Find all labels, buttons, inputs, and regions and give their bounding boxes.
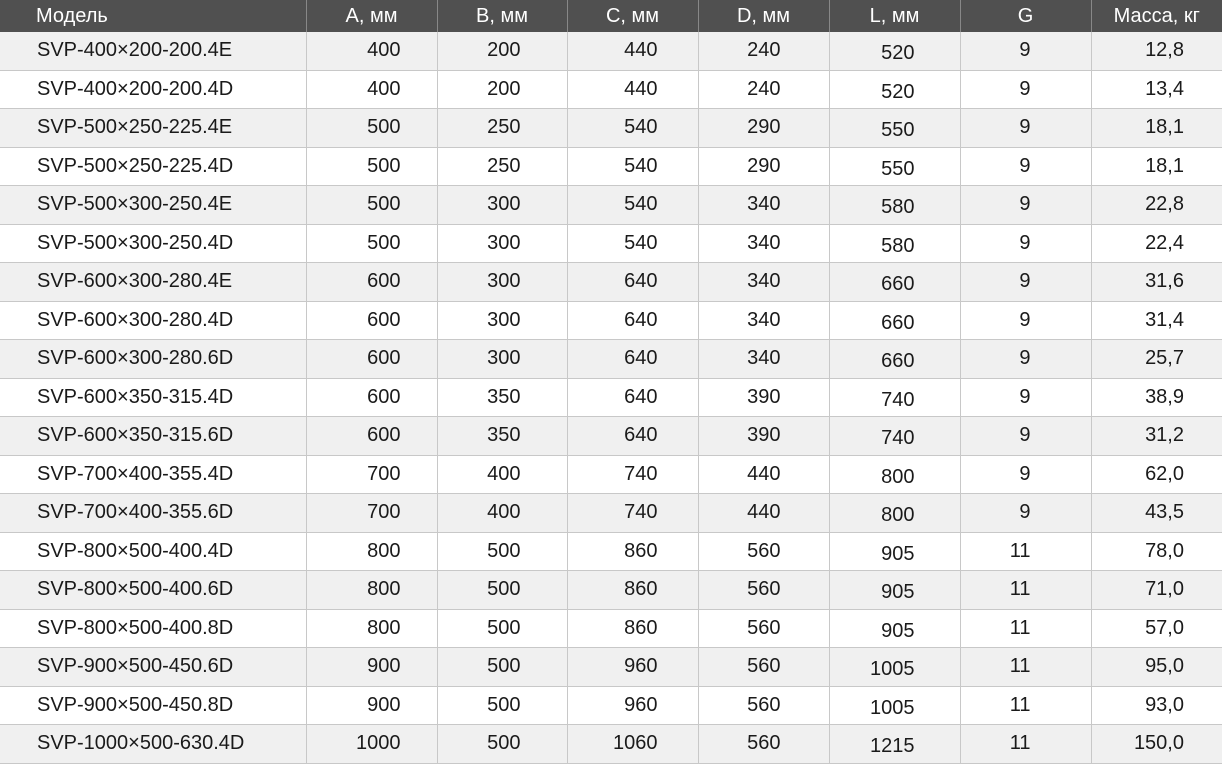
cell-l: 660 (829, 301, 960, 340)
cell-g: 9 (960, 224, 1091, 263)
cell-d: 560 (698, 609, 829, 648)
header-b: B, мм (437, 0, 567, 32)
cell-a: 600 (306, 378, 437, 417)
cell-a: 500 (306, 224, 437, 263)
cell-d: 240 (698, 32, 829, 70)
cell-a: 1000 (306, 725, 437, 764)
cell-l: 1215 (829, 725, 960, 764)
cell-c: 640 (567, 263, 698, 302)
cell-g: 11 (960, 532, 1091, 571)
table-row (0, 571, 1222, 610)
cell-b: 350 (437, 417, 567, 456)
cell-b: 500 (437, 532, 567, 571)
header-g: G (960, 0, 1091, 32)
cell-a: 900 (306, 648, 437, 687)
cell-c: 860 (567, 609, 698, 648)
cell-c: 540 (567, 109, 698, 148)
cell-c: 540 (567, 147, 698, 186)
cell-mass: 18,1 (1091, 109, 1222, 148)
table-row (0, 494, 1222, 533)
cell-d: 240 (698, 70, 829, 109)
cell-model: SVP-600×350-315.4D (0, 378, 306, 417)
cell-model: SVP-600×300-280.4E (0, 263, 306, 302)
cell-b: 500 (437, 725, 567, 764)
header-c: C, мм (567, 0, 698, 32)
table-body (0, 32, 1222, 763)
table-row (0, 340, 1222, 379)
cell-mass: 22,4 (1091, 224, 1222, 263)
cell-model: SVP-600×300-280.6D (0, 340, 306, 379)
cell-g: 9 (960, 147, 1091, 186)
cell-c: 440 (567, 32, 698, 70)
cell-model: SVP-400×200-200.4E (0, 32, 306, 70)
cell-mass: 31,6 (1091, 263, 1222, 302)
cell-d: 290 (698, 109, 829, 148)
cell-model: SVP-500×300-250.4D (0, 224, 306, 263)
cell-model: SVP-800×500-400.4D (0, 532, 306, 571)
cell-mass: 13,4 (1091, 70, 1222, 109)
cell-a: 600 (306, 417, 437, 456)
cell-d: 390 (698, 417, 829, 456)
cell-b: 500 (437, 686, 567, 725)
table-row (0, 455, 1222, 494)
cell-g: 9 (960, 263, 1091, 302)
cell-b: 500 (437, 648, 567, 687)
cell-model: SVP-800×500-400.8D (0, 609, 306, 648)
cell-l: 520 (829, 32, 960, 70)
cell-mass: 95,0 (1091, 648, 1222, 687)
table-row (0, 263, 1222, 302)
cell-mass: 57,0 (1091, 609, 1222, 648)
cell-model: SVP-700×400-355.6D (0, 494, 306, 533)
cell-d: 340 (698, 263, 829, 302)
cell-a: 500 (306, 186, 437, 225)
cell-l: 1005 (829, 648, 960, 687)
cell-mass: 18,1 (1091, 147, 1222, 186)
cell-l: 800 (829, 494, 960, 533)
cell-l: 550 (829, 147, 960, 186)
cell-l: 580 (829, 224, 960, 263)
cell-c: 440 (567, 70, 698, 109)
cell-d: 560 (698, 532, 829, 571)
cell-d: 560 (698, 686, 829, 725)
cell-mass: 93,0 (1091, 686, 1222, 725)
cell-g: 9 (960, 186, 1091, 225)
cell-mass: 31,4 (1091, 301, 1222, 340)
cell-model: SVP-600×300-280.4D (0, 301, 306, 340)
cell-b: 300 (437, 224, 567, 263)
cell-a: 500 (306, 147, 437, 186)
cell-l: 660 (829, 340, 960, 379)
cell-g: 11 (960, 725, 1091, 764)
cell-g: 9 (960, 32, 1091, 70)
cell-l: 905 (829, 532, 960, 571)
cell-mass: 43,5 (1091, 494, 1222, 533)
cell-d: 340 (698, 301, 829, 340)
cell-g: 11 (960, 686, 1091, 725)
cell-mass: 78,0 (1091, 532, 1222, 571)
cell-b: 300 (437, 340, 567, 379)
header-l: L, мм (829, 0, 960, 32)
header-mass: Масса, кг (1091, 0, 1222, 32)
table-row (0, 648, 1222, 687)
cell-model: SVP-800×500-400.6D (0, 571, 306, 610)
cell-l: 740 (829, 417, 960, 456)
cell-c: 960 (567, 686, 698, 725)
cell-a: 600 (306, 340, 437, 379)
header-a: A, мм (306, 0, 437, 32)
cell-model: SVP-700×400-355.4D (0, 455, 306, 494)
cell-mass: 25,7 (1091, 340, 1222, 379)
cell-mass: 62,0 (1091, 455, 1222, 494)
header-model: Модель (0, 0, 306, 32)
cell-b: 350 (437, 378, 567, 417)
cell-d: 340 (698, 224, 829, 263)
table-row (0, 686, 1222, 725)
table-row (0, 532, 1222, 571)
cell-c: 540 (567, 224, 698, 263)
cell-b: 250 (437, 147, 567, 186)
cell-d: 440 (698, 455, 829, 494)
cell-b: 200 (437, 70, 567, 109)
cell-l: 740 (829, 378, 960, 417)
table-row (0, 417, 1222, 456)
header-d: D, мм (698, 0, 829, 32)
cell-model: SVP-500×250-225.4D (0, 147, 306, 186)
cell-l: 905 (829, 609, 960, 648)
cell-g: 9 (960, 494, 1091, 533)
cell-d: 390 (698, 378, 829, 417)
cell-g: 9 (960, 378, 1091, 417)
cell-b: 500 (437, 571, 567, 610)
cell-b: 400 (437, 494, 567, 533)
cell-model: SVP-400×200-200.4D (0, 70, 306, 109)
cell-c: 860 (567, 532, 698, 571)
cell-c: 740 (567, 455, 698, 494)
cell-d: 440 (698, 494, 829, 533)
cell-d: 340 (698, 340, 829, 379)
cell-g: 11 (960, 571, 1091, 610)
cell-a: 700 (306, 455, 437, 494)
cell-g: 9 (960, 301, 1091, 340)
cell-c: 540 (567, 186, 698, 225)
table-row (0, 301, 1222, 340)
cell-a: 800 (306, 571, 437, 610)
cell-c: 740 (567, 494, 698, 533)
cell-d: 290 (698, 147, 829, 186)
cell-l: 580 (829, 186, 960, 225)
cell-c: 960 (567, 648, 698, 687)
cell-mass: 38,9 (1091, 378, 1222, 417)
cell-d: 340 (698, 186, 829, 225)
cell-a: 800 (306, 609, 437, 648)
cell-d: 560 (698, 648, 829, 687)
cell-c: 860 (567, 571, 698, 610)
cell-model: SVP-500×250-225.4E (0, 109, 306, 148)
table-row (0, 70, 1222, 109)
cell-model: SVP-600×350-315.6D (0, 417, 306, 456)
cell-c: 1060 (567, 725, 698, 764)
table-row (0, 224, 1222, 263)
cell-g: 9 (960, 417, 1091, 456)
cell-g: 9 (960, 109, 1091, 148)
cell-c: 640 (567, 301, 698, 340)
table-row (0, 725, 1222, 764)
cell-l: 1005 (829, 686, 960, 725)
cell-a: 500 (306, 109, 437, 148)
cell-g: 9 (960, 70, 1091, 109)
cell-a: 400 (306, 32, 437, 70)
cell-l: 520 (829, 70, 960, 109)
header-row (0, 0, 1222, 32)
cell-g: 9 (960, 455, 1091, 494)
cell-mass: 12,8 (1091, 32, 1222, 70)
cell-b: 200 (437, 32, 567, 70)
cell-mass: 71,0 (1091, 571, 1222, 610)
table-row (0, 32, 1222, 70)
cell-mass: 150,0 (1091, 725, 1222, 764)
cell-model: SVP-1000×500-630.4D (0, 725, 306, 764)
cell-a: 700 (306, 494, 437, 533)
cell-c: 640 (567, 417, 698, 456)
cell-mass: 22,8 (1091, 186, 1222, 225)
cell-b: 250 (437, 109, 567, 148)
cell-model: SVP-900×500-450.8D (0, 686, 306, 725)
cell-g: 11 (960, 648, 1091, 687)
cell-b: 300 (437, 301, 567, 340)
cell-b: 300 (437, 186, 567, 225)
cell-b: 300 (437, 263, 567, 302)
cell-d: 560 (698, 571, 829, 610)
cell-a: 400 (306, 70, 437, 109)
cell-model: SVP-900×500-450.6D (0, 648, 306, 687)
cell-c: 640 (567, 340, 698, 379)
cell-b: 500 (437, 609, 567, 648)
cell-b: 400 (437, 455, 567, 494)
cell-g: 9 (960, 340, 1091, 379)
cell-a: 600 (306, 263, 437, 302)
cell-a: 600 (306, 301, 437, 340)
cell-model: SVP-500×300-250.4E (0, 186, 306, 225)
cell-l: 550 (829, 109, 960, 148)
cell-l: 660 (829, 263, 960, 302)
cell-c: 640 (567, 378, 698, 417)
table-row (0, 186, 1222, 225)
table-row (0, 147, 1222, 186)
cell-mass: 31,2 (1091, 417, 1222, 456)
table-row (0, 378, 1222, 417)
cell-d: 560 (698, 725, 829, 764)
cell-a: 800 (306, 532, 437, 571)
cell-g: 11 (960, 609, 1091, 648)
cell-l: 905 (829, 571, 960, 610)
table-row (0, 109, 1222, 148)
cell-a: 900 (306, 686, 437, 725)
cell-l: 800 (829, 455, 960, 494)
